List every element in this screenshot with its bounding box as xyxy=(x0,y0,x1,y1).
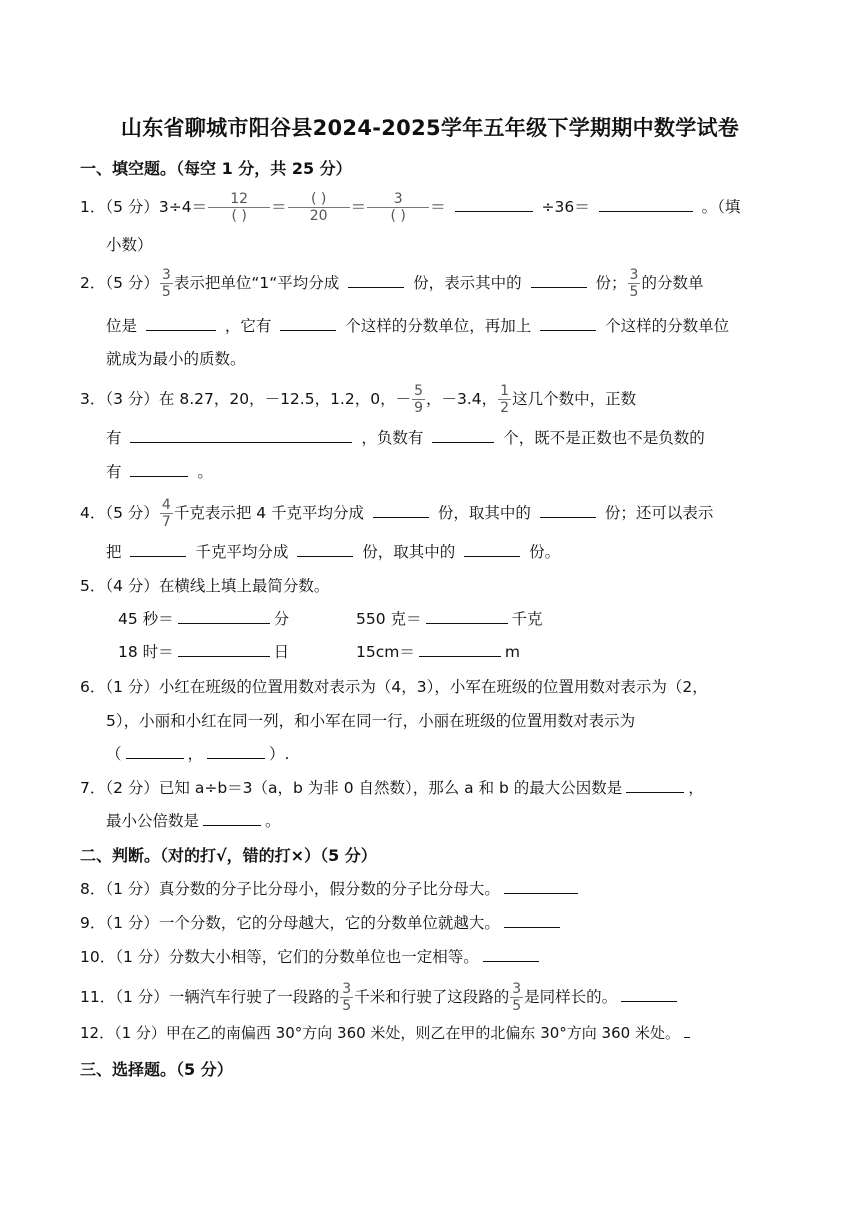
answer-blank[interactable] xyxy=(178,608,270,624)
question-11: 11．（1 分）一辆汽车行驶了一段路的 $\frac{3}{5}$ 千米和行驶了这段路的 $\frac{3}{5}$ 是同样长的。 xyxy=(80,982,681,1013)
section-true-false: 二、判断。（对的打√，错的打×）（5 分） xyxy=(80,846,377,865)
fraction: $\frac{3}{5}$ xyxy=(629,267,639,300)
question-1: 1．（5 分）3÷4＝ $\frac{12}{( )}$ ＝ $\frac{( )}{20}$ ＝ $\frac{3}{( )}$ ＝ ÷36＝ 。（填 xyxy=(80,191,741,224)
question-10: 10．（1 分）分数大小相等，它们的分数单位也一定相等。 xyxy=(80,945,543,967)
page-title: 山东省聊城市阳谷县2024-2025学年五年级下学期期中数学试卷 xyxy=(120,116,740,140)
question-3-cont: 有 。 xyxy=(106,463,213,481)
answer-blank[interactable] xyxy=(146,315,216,331)
question-5-row2-right: 15cm＝ m xyxy=(356,643,520,661)
answer-blank[interactable] xyxy=(483,946,539,962)
question-3: 3．（3 分）在 8.27，20，－12.5，1.2，0，－ $\frac{5}{9}$ ，－3.4， $\frac{1}{2}$ 这几个数中，正数 xyxy=(80,383,637,416)
answer-blank[interactable] xyxy=(504,878,578,894)
answer-blank[interactable] xyxy=(419,641,501,657)
question-4-cont: 把 千克平均分成 份，取其中的 份。 xyxy=(106,543,561,561)
answer-blank[interactable] xyxy=(203,810,261,826)
answer-blank[interactable] xyxy=(540,315,596,331)
answer-blank[interactable] xyxy=(280,315,336,331)
question-6-cont: （ ， ）. xyxy=(106,745,290,763)
answer-blank[interactable] xyxy=(130,461,188,477)
answer-blank[interactable] xyxy=(126,743,184,759)
answer-blank[interactable] xyxy=(599,196,693,212)
fraction: $\frac{( )}{20}$ xyxy=(288,192,350,223)
question-2-cont: 就成为最小的质数。 xyxy=(106,350,246,368)
answer-blank[interactable] xyxy=(464,541,520,557)
answer-blank[interactable] xyxy=(621,986,677,1002)
question-6: 6．（1 分）小红在班级的位置用数对表示为（4，3），小军在班级的位置用数对表示为（2， xyxy=(80,678,708,696)
fraction: $\frac{1}{2}$ xyxy=(500,383,510,416)
question-4: 4．（5 分） $\frac{4}{7}$ 千克表示把 4 千克平均分成 份，取其中的 份；还可以表示 xyxy=(80,497,714,530)
question-3-cont: 有 ，负数有 个，既不是正数也不是负数的 xyxy=(106,429,705,447)
question-5-row1-right: 550 克＝ 千克 xyxy=(356,610,543,628)
question-5-row1-left: 45 秒＝ 分 xyxy=(118,610,290,628)
question-1-cont: 小数） xyxy=(106,236,153,254)
fraction: $\frac{3}{5}$ xyxy=(342,981,352,1014)
fraction: $\frac{12}{( )}$ xyxy=(208,192,270,223)
question-6-cont: 5），小丽和小红在同一列，和小军在同一行，小丽在班级的位置用数对表示为 xyxy=(106,712,636,730)
question-12: 12．（1 分）甲在乙的南偏西 30°方向 360 米处，则乙在甲的北偏东 30°方向 360 米处。 xyxy=(80,1022,694,1043)
answer-blank[interactable] xyxy=(540,502,596,518)
answer-blank[interactable] xyxy=(130,427,352,443)
answer-blank[interactable] xyxy=(504,912,560,928)
fraction: $\frac{3}{( )}$ xyxy=(367,192,429,223)
question-5-row2-left: 18 时＝ 日 xyxy=(118,643,290,661)
fraction: $\frac{4}{7}$ xyxy=(161,497,171,530)
question-7-cont: 最小公倍数是 。 xyxy=(106,812,281,830)
answer-blank[interactable] xyxy=(531,272,587,288)
question-7: 7．（2 分）已知 a÷b＝3（a，b 为非 0 自然数），那么 a 和 b 的最大公因数是 ， xyxy=(80,779,704,797)
question-2-cont: 位是 ，它有 个这样的分数单位，再加上 个这样的分数单位 xyxy=(106,317,730,335)
section-multiple-choice: 三、选择题。（5 分） xyxy=(80,1060,233,1079)
answer-blank[interactable] xyxy=(207,743,265,759)
answer-blank[interactable] xyxy=(426,608,508,624)
answer-blank[interactable] xyxy=(373,502,429,518)
question-9: 9．（1 分）一个分数，它的分母越大，它的分数单位就越大。 xyxy=(80,911,564,933)
answer-blank[interactable] xyxy=(348,272,404,288)
section-fill-in: 一、填空题。（每空 1 分，共 25 分） xyxy=(80,159,352,178)
question-2: 2．（5 分） $\frac{3}{5}$ 表示把单位“1“平均分成 份，表示其中的 份； $\frac{3}{5}$ 的分数单 xyxy=(80,267,704,300)
answer-blank[interactable] xyxy=(626,777,684,793)
fraction: $\frac{5}{9}$ xyxy=(414,383,424,416)
fraction: $\frac{3}{5}$ xyxy=(512,981,522,1014)
answer-blank[interactable] xyxy=(178,641,270,657)
answer-blank[interactable] xyxy=(455,196,533,212)
question-5: 5．（4 分）在横线上填上最简分数。 xyxy=(80,577,330,595)
answer-blank[interactable] xyxy=(432,427,494,443)
answer-blank[interactable] xyxy=(684,1022,690,1038)
answer-blank[interactable] xyxy=(297,541,353,557)
answer-blank[interactable] xyxy=(130,541,186,557)
question-8: 8．（1 分）真分数的分子比分母小，假分数的分子比分母大。 xyxy=(80,877,582,899)
fraction: $\frac{3}{5}$ xyxy=(161,267,171,300)
